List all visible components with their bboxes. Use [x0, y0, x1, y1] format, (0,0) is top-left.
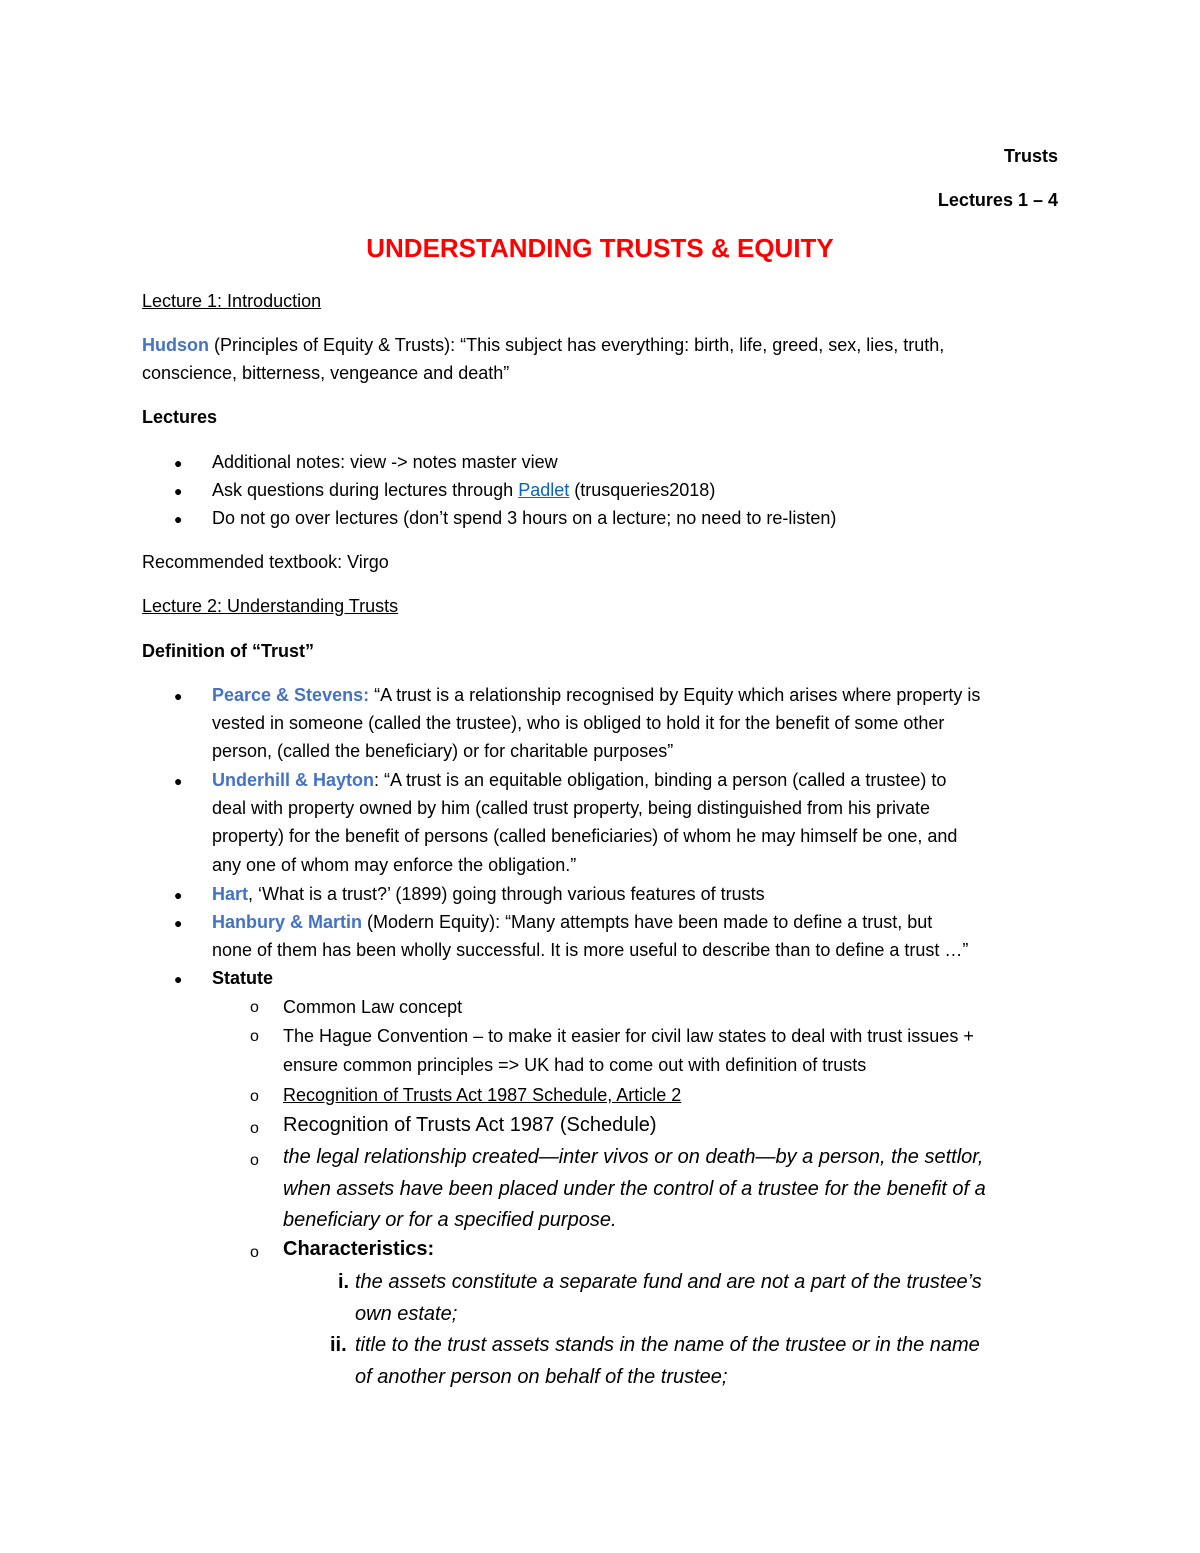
- underhill-line-1: [212, 770, 946, 791]
- definition-heading: Definition of “Trust”: [142, 641, 314, 661]
- statute-label: Statute: [212, 968, 274, 988]
- hart-text: , ‘What is a trust?’ (1899) going through various features of trusts: [248, 884, 765, 904]
- lectures-bullet-1: Additional notes: view -> notes master view: [212, 452, 558, 472]
- hudson-quote-line-1: [142, 335, 944, 356]
- hudson-text: (Principles of Equity & Trusts): “This subject has everything: birth, life, greed, sex, lies, truth,: [209, 335, 945, 355]
- statute-item-4: Recognition of Trusts Act 1987 (Schedule): [283, 1114, 657, 1136]
- sub-bullet-icon: o: [250, 1152, 259, 1169]
- underhill-text: : “A trust is an equitable obligation, binding a person (called a trustee) to: [374, 770, 947, 790]
- statute-item-2-line-1: The Hague Convention – to make it easier for civil law states to deal with trust issues +: [283, 1026, 974, 1046]
- underhill-line-4: any one of whom may enforce the obligation.”: [212, 855, 577, 875]
- sub-bullet-icon: o: [250, 1028, 259, 1045]
- characteristic-ii-number: ii.: [330, 1334, 347, 1356]
- hudson-author: Hudson: [142, 335, 209, 355]
- characteristic-ii-line-2: of another person on behalf of the trustee;: [355, 1366, 728, 1388]
- bullet-icon: ●: [174, 483, 183, 499]
- pearce-text: “A trust is a relationship recognised by Equity which arises where property is: [369, 685, 981, 705]
- document-title: UNDERSTANDING TRUSTS & EQUITY: [366, 233, 834, 263]
- bullet-icon: ●: [174, 688, 183, 704]
- lectures-heading: Lectures: [142, 407, 218, 427]
- bullet-icon: ●: [174, 971, 183, 987]
- statute-item-1: Common Law concept: [283, 997, 463, 1017]
- characteristics-heading: Characteristics:: [283, 1238, 435, 1260]
- pearce-line-1: [212, 685, 980, 706]
- sub-bullet-icon: o: [250, 1088, 259, 1105]
- pearce-line-2: vested in someone (called the trustee), who is obliged to hold it for the benefit of some other: [212, 713, 945, 733]
- lectures-bullet-2: [212, 480, 715, 501]
- recommended-textbook: Recommended textbook: Virgo: [142, 552, 389, 572]
- hart-line: [212, 884, 765, 905]
- statute-item-2-line-2: ensure common principles => UK had to come out with definition of trusts: [283, 1055, 867, 1075]
- hanbury-author: Hanbury & Martin: [212, 912, 363, 932]
- statute-definition-line-3: beneficiary or for a specified purpose.: [283, 1209, 617, 1231]
- bullet-icon: ●: [174, 511, 183, 527]
- hart-author: Hart: [212, 884, 249, 904]
- characteristic-i-number: i.: [338, 1271, 350, 1293]
- bullet-icon: ●: [174, 887, 183, 903]
- hanbury-line-1: [212, 912, 932, 933]
- underhill-author: Underhill & Hayton: [212, 770, 375, 790]
- underhill-line-3: property) for the benefit of persons (called beneficiaries) of whom he may himself be one, and: [212, 826, 958, 846]
- lecture-1-heading: Lecture 1: Introduction: [142, 291, 322, 311]
- statute-definition-line-1: the legal relationship created—inter vivos or on death—by a person, the settlor,: [283, 1146, 984, 1168]
- characteristic-i-line-1: the assets constitute a separate fund and are not a part of the trustee’s: [355, 1271, 982, 1293]
- sub-bullet-icon: o: [250, 1120, 259, 1137]
- lecture-2-heading: Lecture 2: Understanding Trusts: [142, 596, 399, 616]
- hanbury-line-2: none of them has been wholly successful. It is more useful to describe than to define a trust …”: [212, 940, 969, 960]
- underhill-line-2: deal with property owned by him (called trust property, being distinguished from his private: [212, 798, 931, 818]
- pearce-author: Pearce & Stevens:: [212, 685, 370, 705]
- bullet-2-text: Ask questions during lectures through: [212, 480, 519, 500]
- padlet-link[interactable]: Padlet: [518, 480, 570, 500]
- bullet-2-suffix: (trusqueries2018): [569, 480, 716, 500]
- bullet-icon: ●: [174, 773, 183, 789]
- lectures-bullet-3: Do not go over lectures (don’t spend 3 hours on a lecture; no need to re-listen): [212, 508, 837, 528]
- statute-item-3: Recognition of Trusts Act 1987 Schedule, Article 2: [283, 1085, 682, 1105]
- hudson-quote-line-2: conscience, bitterness, vengeance and death”: [142, 363, 510, 383]
- bullet-icon: ●: [174, 455, 183, 471]
- sub-bullet-icon: o: [250, 999, 259, 1016]
- sub-bullet-icon: o: [250, 1244, 259, 1261]
- course-label: Trusts: [1003, 146, 1058, 166]
- statute-definition-line-2: when assets have been placed under the control of a trustee for the benefit of a: [283, 1178, 986, 1200]
- characteristic-ii-line-1: title to the trust assets stands in the name of the trustee or in the name: [355, 1334, 980, 1356]
- characteristic-i-line-2: own estate;: [355, 1303, 458, 1325]
- hanbury-text: (Modern Equity): “Many attempts have been made to define a trust, but: [362, 912, 933, 932]
- pearce-line-3: person, (called the beneficiary) or for charitable purposes”: [212, 741, 674, 761]
- bullet-icon: ●: [174, 915, 183, 931]
- lectures-range: Lectures 1 – 4: [937, 190, 1058, 210]
